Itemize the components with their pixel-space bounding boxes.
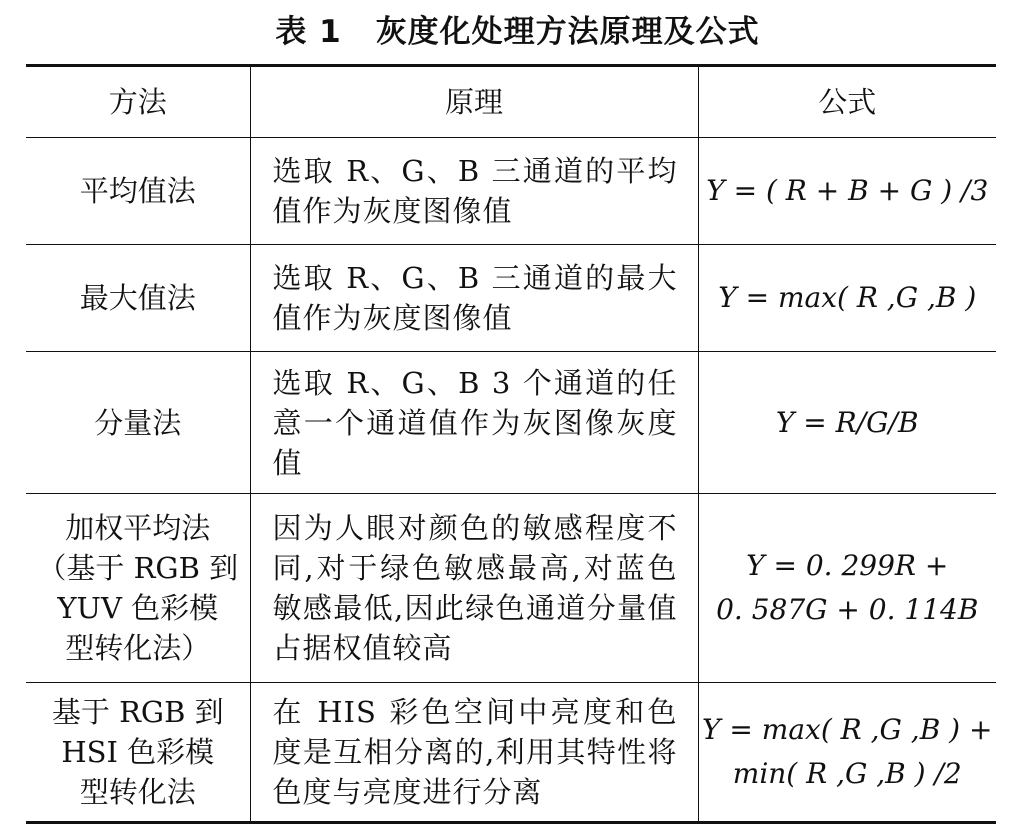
formula-cell — [698, 494, 996, 683]
header-row — [26, 66, 996, 138]
formula-cell — [698, 683, 996, 823]
principle-cell: 在 HIS 彩色空间中亮度和色度是互相分离的,利用其特性将色度与亮度进行分离 — [250, 683, 698, 823]
table-row — [26, 138, 996, 245]
method-cell — [26, 683, 250, 823]
principle-cell: 选取 R、G、B 三通道的最大值作为灰度图像值 — [250, 245, 698, 352]
formula-line: Y = ( R + B + G ) /3 — [706, 174, 989, 207]
table-caption — [0, 6, 1035, 51]
formula-cell — [698, 138, 996, 245]
method-line: 平均值法 — [79, 174, 196, 208]
method-line: YUV 色彩模 — [57, 591, 219, 625]
principle-cell: 选取 R、G、B 3 个通道的任意一个通道值作为灰图像灰度值 — [250, 352, 698, 494]
header-formula: 公式 — [698, 66, 996, 138]
header-method: 方法 — [26, 66, 250, 138]
table-number: 表 1 — [275, 14, 342, 50]
formula-line: Y = max( R ,G ,B ) — [718, 281, 977, 314]
method-line: 加权平均法 — [65, 511, 211, 545]
method-line: 基于 RGB 到 — [51, 695, 224, 729]
formula-line: Y = max( R ,G ,B ) + — [702, 713, 993, 746]
method-line: 型转化法） — [65, 631, 211, 665]
formula-line: Y = 0. 299R + — [746, 549, 949, 582]
method-cell — [26, 352, 250, 494]
table-row — [26, 352, 996, 494]
methods-table — [26, 64, 996, 824]
formula-cell — [698, 352, 996, 494]
method-cell — [26, 245, 250, 352]
formula-line: min( R ,G ,B ) /2 — [732, 757, 962, 790]
method-cell — [26, 494, 250, 683]
table-title: 灰度化处理方法原理及公式 — [375, 14, 760, 50]
principle-cell: 选取 R、G、B 三通道的平均值作为灰度图像值 — [250, 138, 698, 245]
method-line: 分量法 — [94, 405, 182, 440]
table-row — [26, 245, 996, 352]
formula-line: Y = R/G/B — [775, 405, 919, 439]
table-row — [26, 494, 996, 683]
method-cell — [26, 138, 250, 245]
method-line: HSI 色彩模 — [61, 735, 215, 769]
table-row — [26, 683, 996, 823]
method-line: 型转化法 — [79, 775, 196, 809]
formula-line: 0. 587G + 0. 114B — [716, 593, 979, 626]
method-line: （基于 RGB 到 — [37, 551, 239, 585]
header-principle: 原理 — [250, 66, 698, 138]
principle-cell: 因为人眼对颜色的敏感程度不同,对于绿色敏感最高,对蓝色敏感最低,因此绿色通道分量值占据权值较高 — [250, 494, 698, 683]
formula-cell — [698, 245, 996, 352]
method-line: 最大值法 — [79, 281, 196, 315]
